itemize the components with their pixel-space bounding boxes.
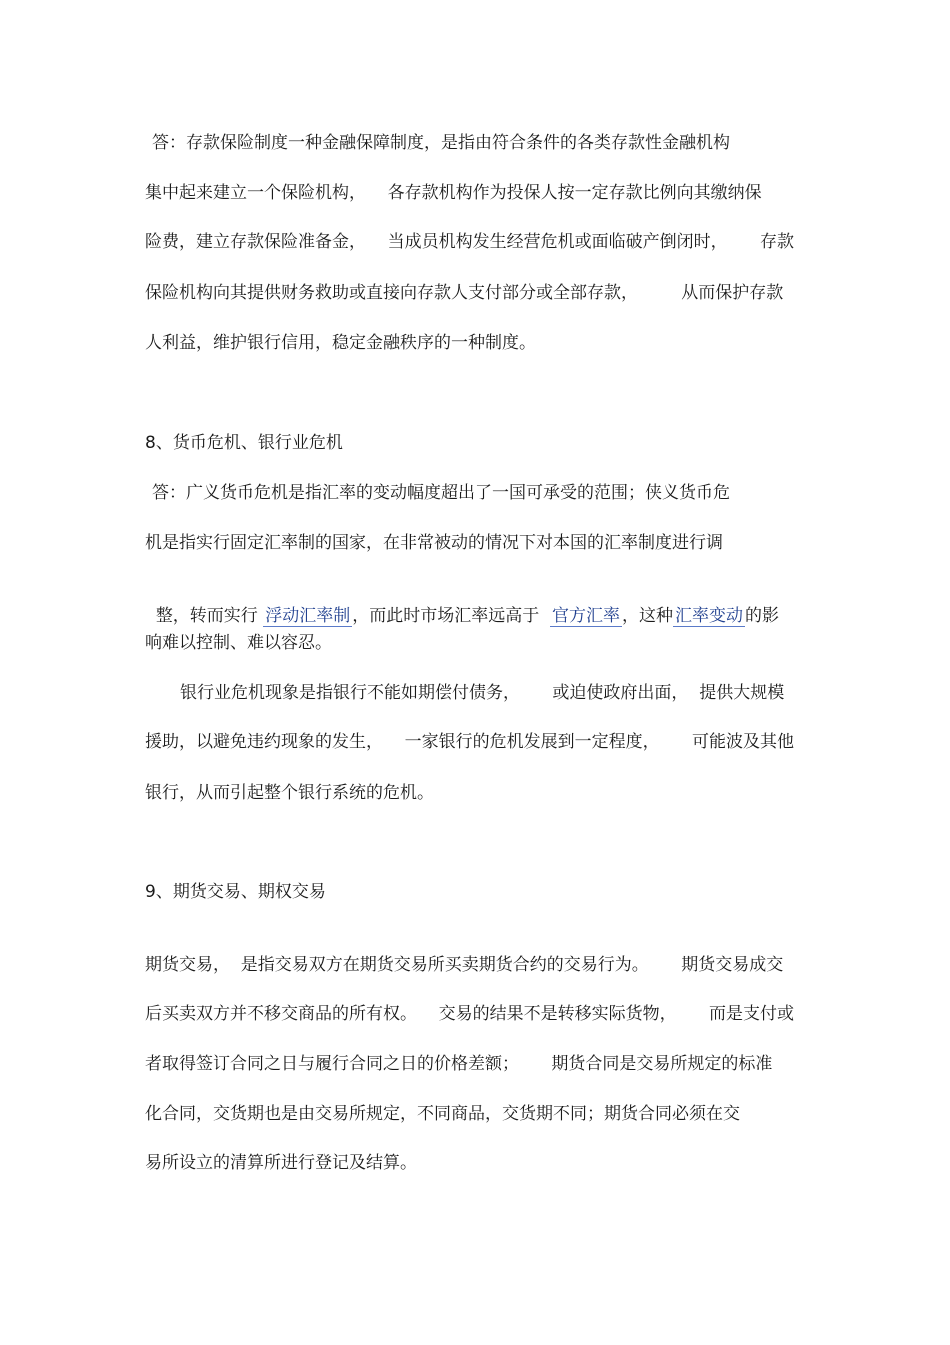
section-heading-9: 9、期货交易、期权交易 xyxy=(145,882,326,902)
futures-line-1: 期货交易， 是指交易双方在期货交易所买卖期货合约的交易行为。 期货交易成交 xyxy=(145,955,784,975)
text-segment: ，这种 xyxy=(622,606,674,626)
futures-line-2: 后买卖双方并不移交商品的所有权。 交易的结果不是转移实际货物， 而是支付或 xyxy=(145,1004,795,1024)
answer-line-3 xyxy=(145,580,779,628)
answer-line-1: 答：存款保险制度一种金融保障制度，是指由符合条件的各类存款性金融机构 xyxy=(152,133,730,153)
text-segment: 整，转而实行 xyxy=(155,606,264,626)
banking-line-2: 援助，以避免违约现象的发生， 一家银行的危机发展到一定程度， 可能波及其他 xyxy=(145,732,795,752)
futures-line-3: 者取得签订合同之日与履行合同之日的价格差额； 期货合同是交易所规定的标准 xyxy=(145,1054,773,1074)
floating-exchange-rate-link[interactable]: 浮动汇率制 xyxy=(265,606,351,626)
official-exchange-rate-link[interactable]: 官方汇率 xyxy=(552,606,621,626)
banking-line-1: 银行业危机现象是指银行不能如期偿付债务， 或迫使政府出面， 提供大规模 xyxy=(180,683,785,703)
banking-line-3: 银行，从而引起整个银行系统的危机。 xyxy=(145,783,434,803)
answer-line-4: 响难以控制、难以容忍。 xyxy=(145,633,332,653)
exchange-rate-change-link[interactable]: 汇率变动 xyxy=(675,606,744,626)
futures-line-4: 化合同，交货期也是由交易所规定，不同商品，交货期不同；期货合同必须在交 xyxy=(145,1104,740,1124)
section-heading-8: 8、货币危机、银行业危机 xyxy=(145,433,343,453)
text-segment: 的影 xyxy=(745,606,780,626)
answer-line-2: 机是指实行固定汇率制的国家，在非常被动的情况下对本国的汇率制度进行调 xyxy=(145,533,723,553)
text-segment: ，而此时市场汇率远高于 xyxy=(352,606,551,626)
answer-line-1: 答：广义货币危机是指汇率的变动幅度超出了一国可承受的范围；侠义货币危 xyxy=(152,483,730,503)
answer-line-4: 保险机构向其提供财务救助或直接向存款人支付部分或全部存款， 从而保护存款 xyxy=(145,283,784,303)
futures-line-5: 易所设立的清算所进行登记及结算。 xyxy=(145,1153,417,1173)
answer-line-5: 人利益，维护银行信用，稳定金融秩序的一种制度。 xyxy=(145,333,536,353)
answer-line-2: 集中起来建立一个保险机构， 各存款机构作为投保人按一定存款比例向其缴纳保 xyxy=(145,183,762,203)
answer-line-3: 险费，建立存款保险准备金， 当成员机构发生经营危机或面临破产倒闭时， 存款 xyxy=(145,232,795,252)
